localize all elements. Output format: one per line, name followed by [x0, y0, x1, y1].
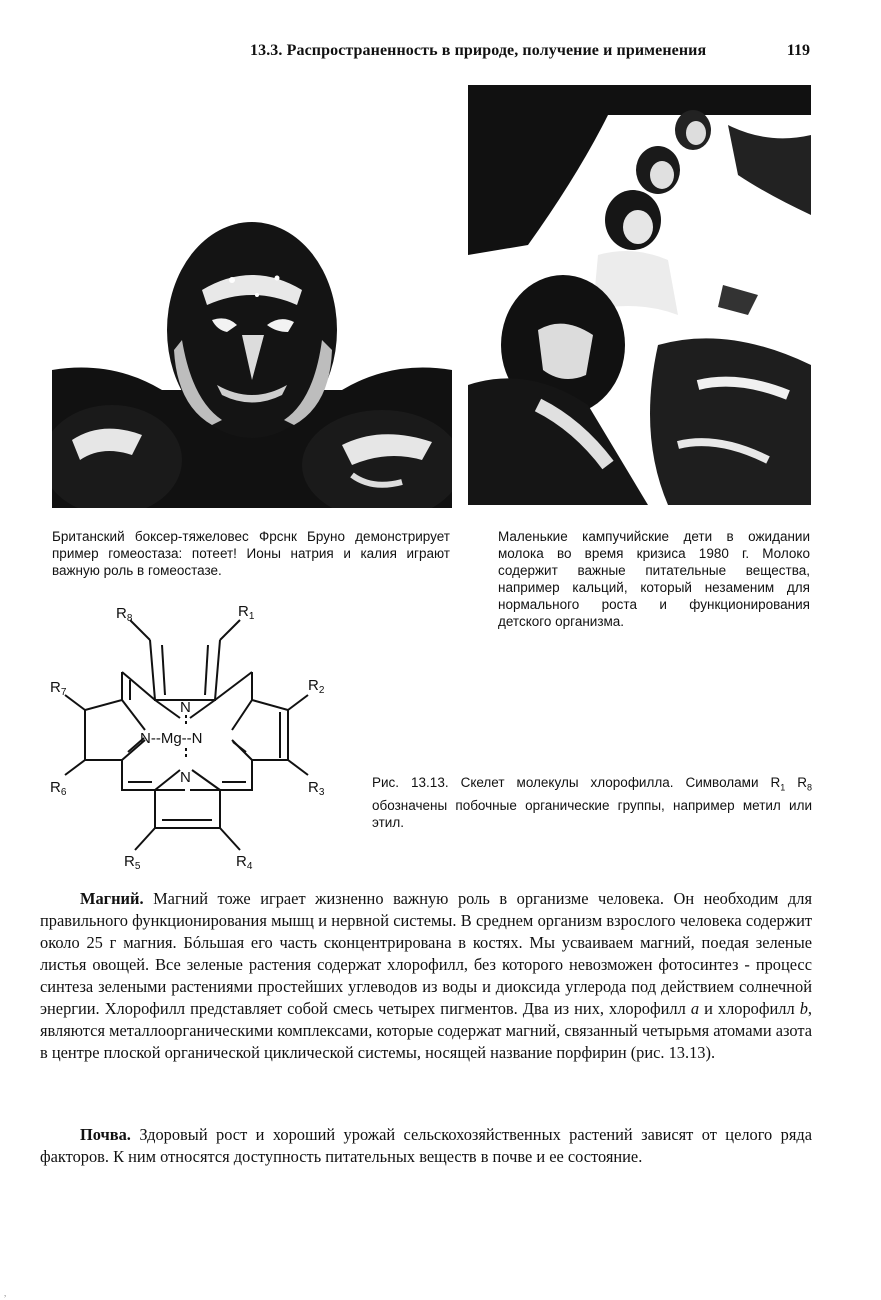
r8-label: $R_8$: [116, 605, 133, 624]
soil-paragraph: Почва. Здоровый рост и хороший урожай сельскохозяйственных растений зависят от целого ряда факторов. К ним относятся доступность питательных веществ в почве и ее состояние.: [40, 1125, 812, 1166]
children-caption: Маленькие кампучийские дети в ожидании молока во время кризиса 1980 г. Молоко содержит важные питательные вещества, например кальций, который незаменим для нормального роста и функционирования детского организма.: [498, 529, 810, 629]
r7-label: $R_7$: [50, 679, 67, 698]
soil-heading: Почва.: [80, 1125, 131, 1144]
running-header: [250, 40, 810, 64]
r3-label: $R_3$: [308, 779, 325, 798]
figure-caption: Рис. 13.13. Скелет молекулы хлорофилла. Символами $R_1$ $R_8$ обозначены побочные органические группы, например метил или этил.: [372, 775, 813, 830]
r2-label: $R_2$: [308, 677, 325, 696]
nitrogen-top-label: N: [180, 699, 191, 716]
r1-label: $R_1$: [238, 603, 255, 622]
magnesium-paragraph: Магний. Магний тоже играет жизненно важную роль в организме человека. Он необходим для правильного функционирования мышц и нервной системы. В среднем организм взрослого человека содержит около 25 г магния. Бóльшая его часть сконцентрирована в костях. Мы усваиваем магний, поедая зеленые листья овощей. Все зеленые растения содержат хлорофилл, без которого невозможен фотосинтез - процесс синтеза зелеными растениями простейших углеводов из воды и диоксида углерода под действием солнечной энергии. Хлорофилл представляет собой смесь четырех пигментов. Два из них, хлорофилл а и хлорофилл b, являются металлоорганическими комплексами, которые содержат магний, связанный четырьмя атомами азота в центре плоской органической циклической системы, носящей название порфирин (рис. 13.13).: [40, 889, 813, 1062]
nitrogen-bottom-label: N: [180, 769, 191, 786]
page-number: 119: [786, 42, 810, 59]
r4-label: $R_4$: [236, 853, 253, 870]
r6-label: $R_6$: [50, 779, 67, 798]
section-title: 13.3. Распространенность в природе, получение и применения: [250, 42, 707, 59]
r5-label: $R_5$: [124, 853, 141, 870]
boxer-photo: [52, 220, 452, 508]
boxer-photo-image: [52, 220, 452, 508]
boxer-caption: Британский боксер-тяжеловес Фрснк Бруно демонстрирует пример гомеостаза: потеет! Ионы натрия и калия играют важную роль в гомеостазе.: [52, 529, 450, 578]
magnesium-heading: Магний.: [80, 889, 144, 908]
mg-center-label: N--Mg--N: [140, 730, 203, 747]
chlorophyll-skeleton-diagram: [40, 600, 340, 870]
children-photo: [468, 85, 811, 505]
scan-mark: ,: [4, 1288, 7, 1298]
children-photo-image: [468, 85, 811, 505]
